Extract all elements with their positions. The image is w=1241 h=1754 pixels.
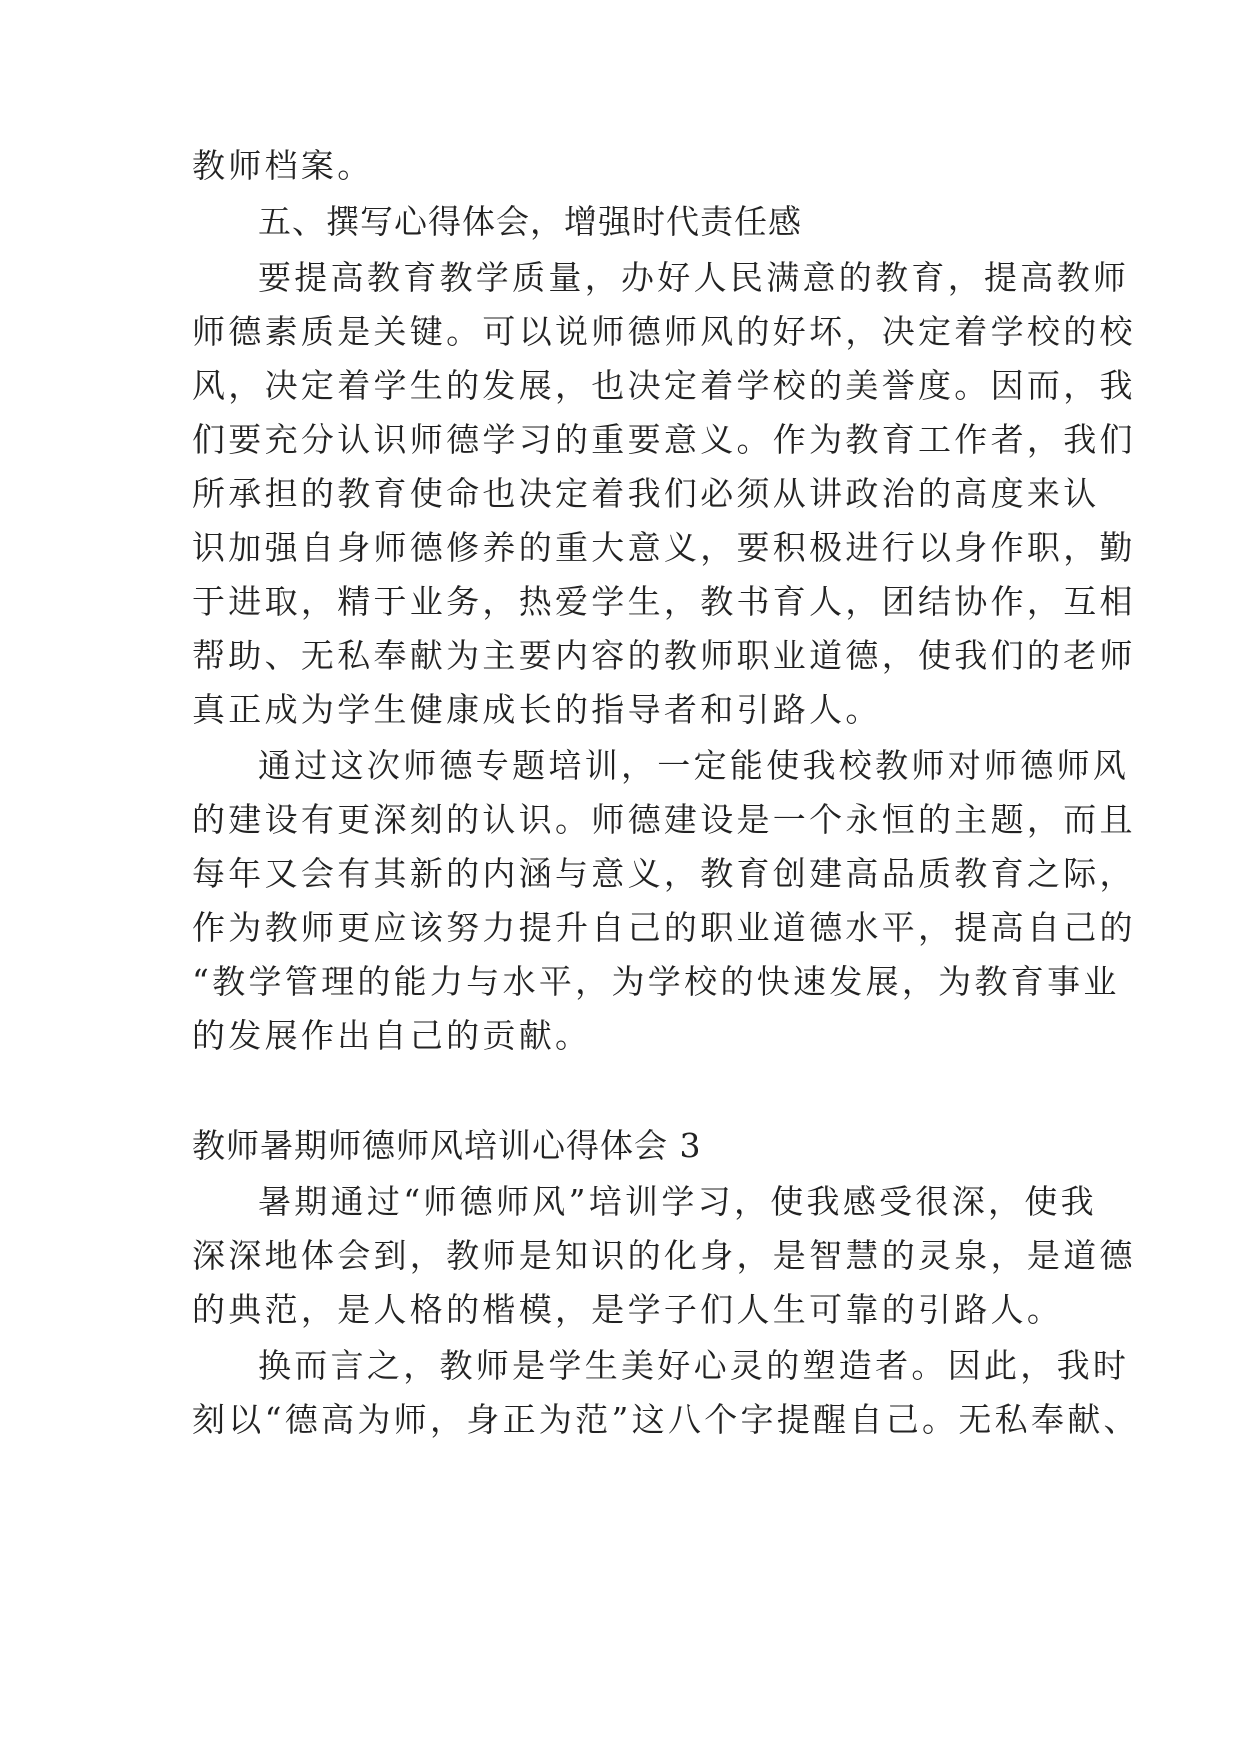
- paragraph-line: 每年又会有其新的内涵与意义，教育创建高品质教育之际，: [192, 854, 1136, 893]
- paragraph-line: 师德素质是关键。可以说师德师风的好坏，决定着学校的校: [192, 312, 1136, 351]
- paragraph-line: 所承担的教育使命也决定着我们必须从讲政治的高度来认: [192, 474, 1100, 513]
- paragraph-line: 于进取，精于业务，热爱学生，教书育人，团结协作，互相: [192, 582, 1136, 621]
- paragraph-line: 深深地体会到，教师是知识的化身，是智慧的灵泉，是道德: [192, 1236, 1136, 1275]
- paragraph-line: 作为教师更应该努力提升自己的职业道德水平，提高自己的: [192, 908, 1136, 947]
- paragraph-line: “教学管理的能力与水平，为学校的快速发展，为教育事业: [192, 962, 1120, 1001]
- paragraph-line: 换而言之，教师是学生美好心灵的塑造者。因此，我时: [258, 1346, 1130, 1385]
- paragraph-line: 的建设有更深刻的认识。师德建设是一个永恒的主题，而且: [192, 800, 1136, 839]
- article-title: 教师暑期师德师风培训心得体会 3: [192, 1126, 702, 1165]
- paragraph-line: 真正成为学生健康成长的指导者和引路人。: [192, 690, 882, 729]
- paragraph-line: 暑期通过“师德师风”培训学习，使我感受很深，使我: [258, 1182, 1097, 1221]
- paragraph-line: 帮助、无私奉献为主要内容的教师职业道德，使我们的老师: [192, 636, 1136, 675]
- paragraph-line: 风，决定着学生的发展，也决定着学校的美誉度。因而，我: [192, 366, 1136, 405]
- paragraph-line: 通过这次师德专题培训，一定能使我校教师对师德师风: [258, 746, 1130, 785]
- continuation-line: 教师档案。: [192, 146, 374, 185]
- paragraph-line: 们要充分认识师德学习的重要意义。作为教育工作者，我们: [192, 420, 1136, 459]
- paragraph-line: 要提高教育教学质量，办好人民满意的教育，提高教师: [258, 258, 1130, 297]
- paragraph-line: 识加强自身师德修养的重大意义，要积极进行以身作职，勤: [192, 528, 1136, 567]
- paragraph-line: 刻以“德高为师，身正为范”这八个字提醒自己。无私奉献、: [192, 1400, 1140, 1439]
- section-heading: 五、撰写心得体会，增强时代责任感: [258, 202, 802, 241]
- paragraph-line: 的发展作出自己的贡献。: [192, 1016, 592, 1055]
- paragraph-line: 的典范，是人格的楷模，是学子们人生可靠的引路人。: [192, 1290, 1064, 1329]
